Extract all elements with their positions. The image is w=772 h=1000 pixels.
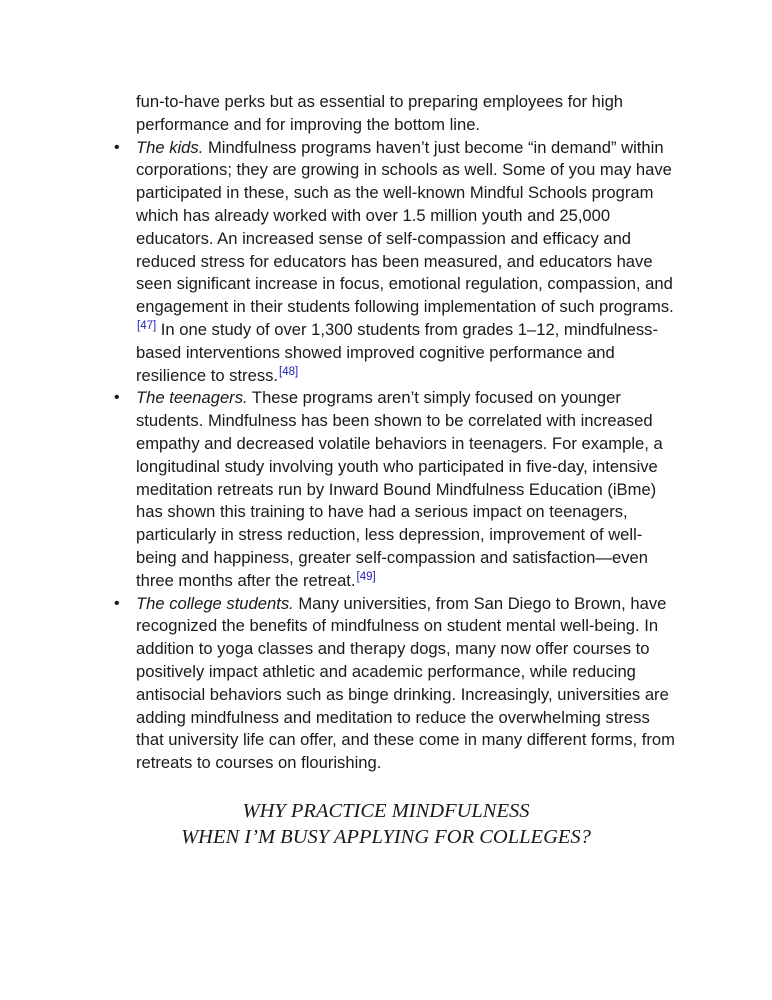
citation-47[interactable]: [47] <box>137 319 157 332</box>
bullet-list <box>136 137 681 775</box>
bullet-label-college-students: The college students. <box>136 593 294 613</box>
bullet-text-kids-1: Mindfulness programs haven’t just become “in demand” within corporations; they are growing in schools as well. Some of you may have participated in these, such as the well-known Mindful Schools program which has already worked with over 1.5 million youth and 25,000 educators. An increased sense of self-compassion and efficacy and reduced stress for educators has been measured, and educators have seen significant increase in focus, emotional regulation, compassion, and engagement in their students following implementation of such programs. <box>136 137 674 317</box>
section-heading <box>0 798 772 850</box>
section-heading-line-1: WHY PRACTICE MINDFULNESS <box>242 800 530 822</box>
bullet-text-college-students: Many universities, from San Diego to Brown, have recognized the benefits of mindfulness on student mental well-being. In addition to yoga classes and therapy dogs, many now offer courses to positively impact athletic and academic performance, while reducing antisocial behaviors such as binge drinking. Increasingly, universities are adding mindfulness and meditation to reduce the overwhelming stress that university life can offer, and these come in many different forms, from retreats to courses on flourishing. <box>136 593 675 773</box>
body-text <box>136 91 681 775</box>
bullet-item-teenagers <box>136 387 681 592</box>
bullet-label-kids: The kids. <box>136 137 204 157</box>
citation-49[interactable]: [49] <box>356 570 376 583</box>
bullet-item-kids <box>136 137 681 388</box>
bullet-text-kids-2: In one study of over 1,300 students from grades 1–12, mindfulness-based interventions showed improved cognitive performance and resilience to stress. <box>136 319 658 385</box>
intro-paragraph: fun-to-have perks but as essential to preparing employees for high performance and for improving the bottom line. <box>136 92 624 134</box>
bullet-item-college-students <box>136 593 681 775</box>
citation-48[interactable]: [48] <box>279 365 299 378</box>
bullet-text-teenagers: These programs aren’t simply focused on younger students. Mindfulness has been shown to be correlated with increased empathy and decreased volatile behaviors in teenagers. For example, a longitudinal study involving youth who participated in five-day, intensive meditation retreats run by Inward Bound Mindfulness Education (iBme) has shown this training to have had a serious impact on teenagers, particularly in stress reduction, less depression, improvement of well-being and happiness, greater self-compassion and satisfaction—even three months after the retreat. <box>136 388 663 590</box>
section-heading-line-2: WHEN I’M BUSY APPLYING FOR COLLEGES? <box>181 826 591 848</box>
bullet-label-teenagers: The teenagers. <box>136 388 248 408</box>
